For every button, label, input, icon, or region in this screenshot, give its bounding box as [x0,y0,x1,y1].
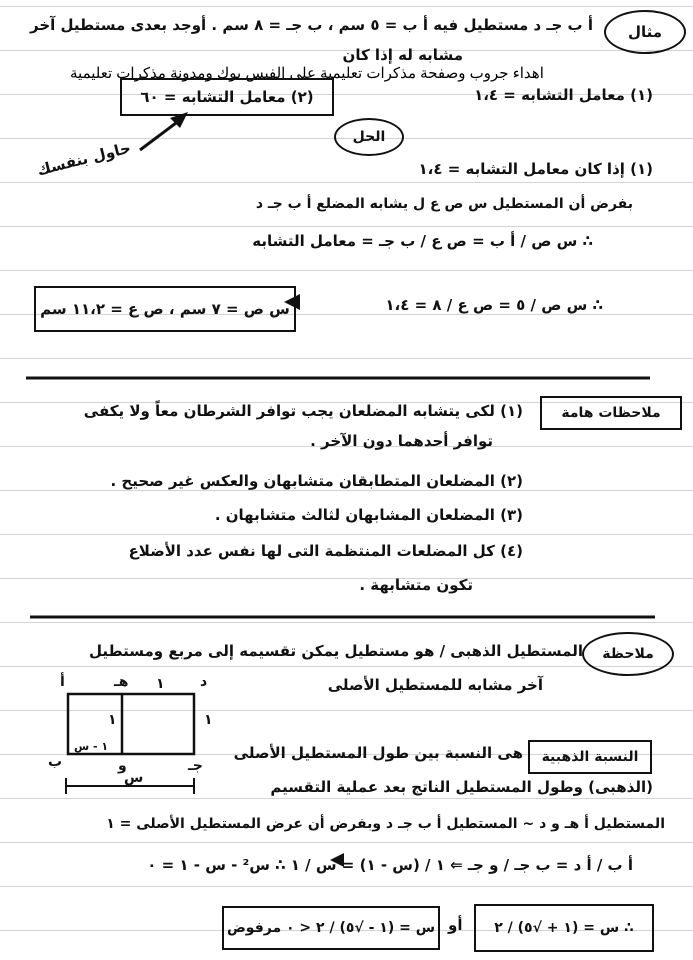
fig-label-W: و [118,758,127,774]
example-line-1: أ ب جـ د مستطيل فيه أ ب = ٥ سم ، ب جـ = ٨ سم . أوجد بعدى مستطيل آخر [30,16,593,34]
fig-label-one-mid: ١ [108,712,117,728]
fig-label-B: ب [48,754,63,770]
solution-result-box: س ص = ٧ سم ، ص ع = ١١،٢ سم [34,286,296,332]
notes-label-box: ملاحظات هامة [540,396,682,430]
similarity-ratio-2-box: (٢) معامل التشابه = ٦٠ [120,78,334,116]
note-4a: (٤) كل المضلعات المنتظمة التى لها نفس عدد الأضلاع [128,542,523,560]
golden-ratio-2: (الذهبى) وطول المستطيل الناتج بعد عملية التقسيم [270,778,653,796]
note-2: (٢) المضلعان المتطابقان متشابهان والعكس غير صحيح . [110,472,523,490]
example-line-2: مشابه له إذا كان [342,46,463,64]
golden-result-positive: ∴ س = (١ + √٥) / ٢ [474,904,654,952]
solution-line-3: ∴ س ص / أ ب = ص ع / ب جـ = معامل التشابه [252,232,593,250]
golden-equation: أ ب / أ د = ب جـ / و جـ ⇐ ١ / (س - ١) = س / ١ ∴ س² - س - ١ = ٠ [147,856,633,874]
try-yourself: حاول بنفسك [35,138,133,180]
fig-label-x-minus-1: ١ - س [74,740,109,753]
golden-definition-1: المستطيل الذهبى / هو مستطيل يمكن تقسيمه إلى مربع ومستطيل [88,642,583,660]
solution-line-2: بفرض أن المستطيل س ص ع ل يشابه المضلع أ ب جـ د [255,196,633,212]
arrow-line [140,120,180,150]
golden-definition-2: آخر مشابه للمستطيل الأصلى [327,676,543,694]
note-1a: (١) لكى يتشابه المضلعان يجب توافر الشرطان معاً ولا يكفى [83,402,523,420]
fig-label-H: هـ [114,674,129,690]
fig-label-one-side: ١ [204,712,213,728]
solution-line-4: ∴ س ص / ٥ = ص ع / ٨ = ١،٤ [385,296,603,314]
solution-label: الحل [334,118,404,156]
fig-label-one-top: ١ [156,676,165,692]
golden-ratio-label-box: النسبة الذهبية [528,740,652,774]
watermark-text: اهداء جروب وصفحة مذكرات تعليمية على الفيس بوك ومدونة مذكرات تعليمية [70,65,544,82]
fig-label-x: س [124,770,144,786]
note-1b: توافر أحدهما دون الآخر . [310,432,493,450]
fig-label-A: أ [60,674,65,690]
similarity-ratio-1: (١) معامل التشابه = ١،٤ [474,86,653,104]
golden-assumption: المستطيل أ هـ و د ~ المستطيل أ ب جـ د وبفرض أن عرض المستطيل الأصلى = ١ [106,816,665,832]
solution-line-1: (١) إذا كان معامل التشابه = ١،٤ [418,160,653,178]
fig-label-C: جـ [188,758,203,774]
note-3: (٣) المضلعان المشابهان لثالث متشابهان . [214,506,523,524]
golden-result-or: أو [448,916,463,934]
golden-result-negative: س = (١ - √٥) / ٢ < ٠ مرفوض [222,906,440,950]
golden-ratio-1: هى النسبة بين طول المستطيل الأصلى [233,744,523,762]
golden-note-label: ملاحظة [582,632,674,676]
example-label: مثال [604,10,686,54]
note-4b: تكون متشابهة . [359,576,473,594]
fig-label-D: د [200,674,208,690]
